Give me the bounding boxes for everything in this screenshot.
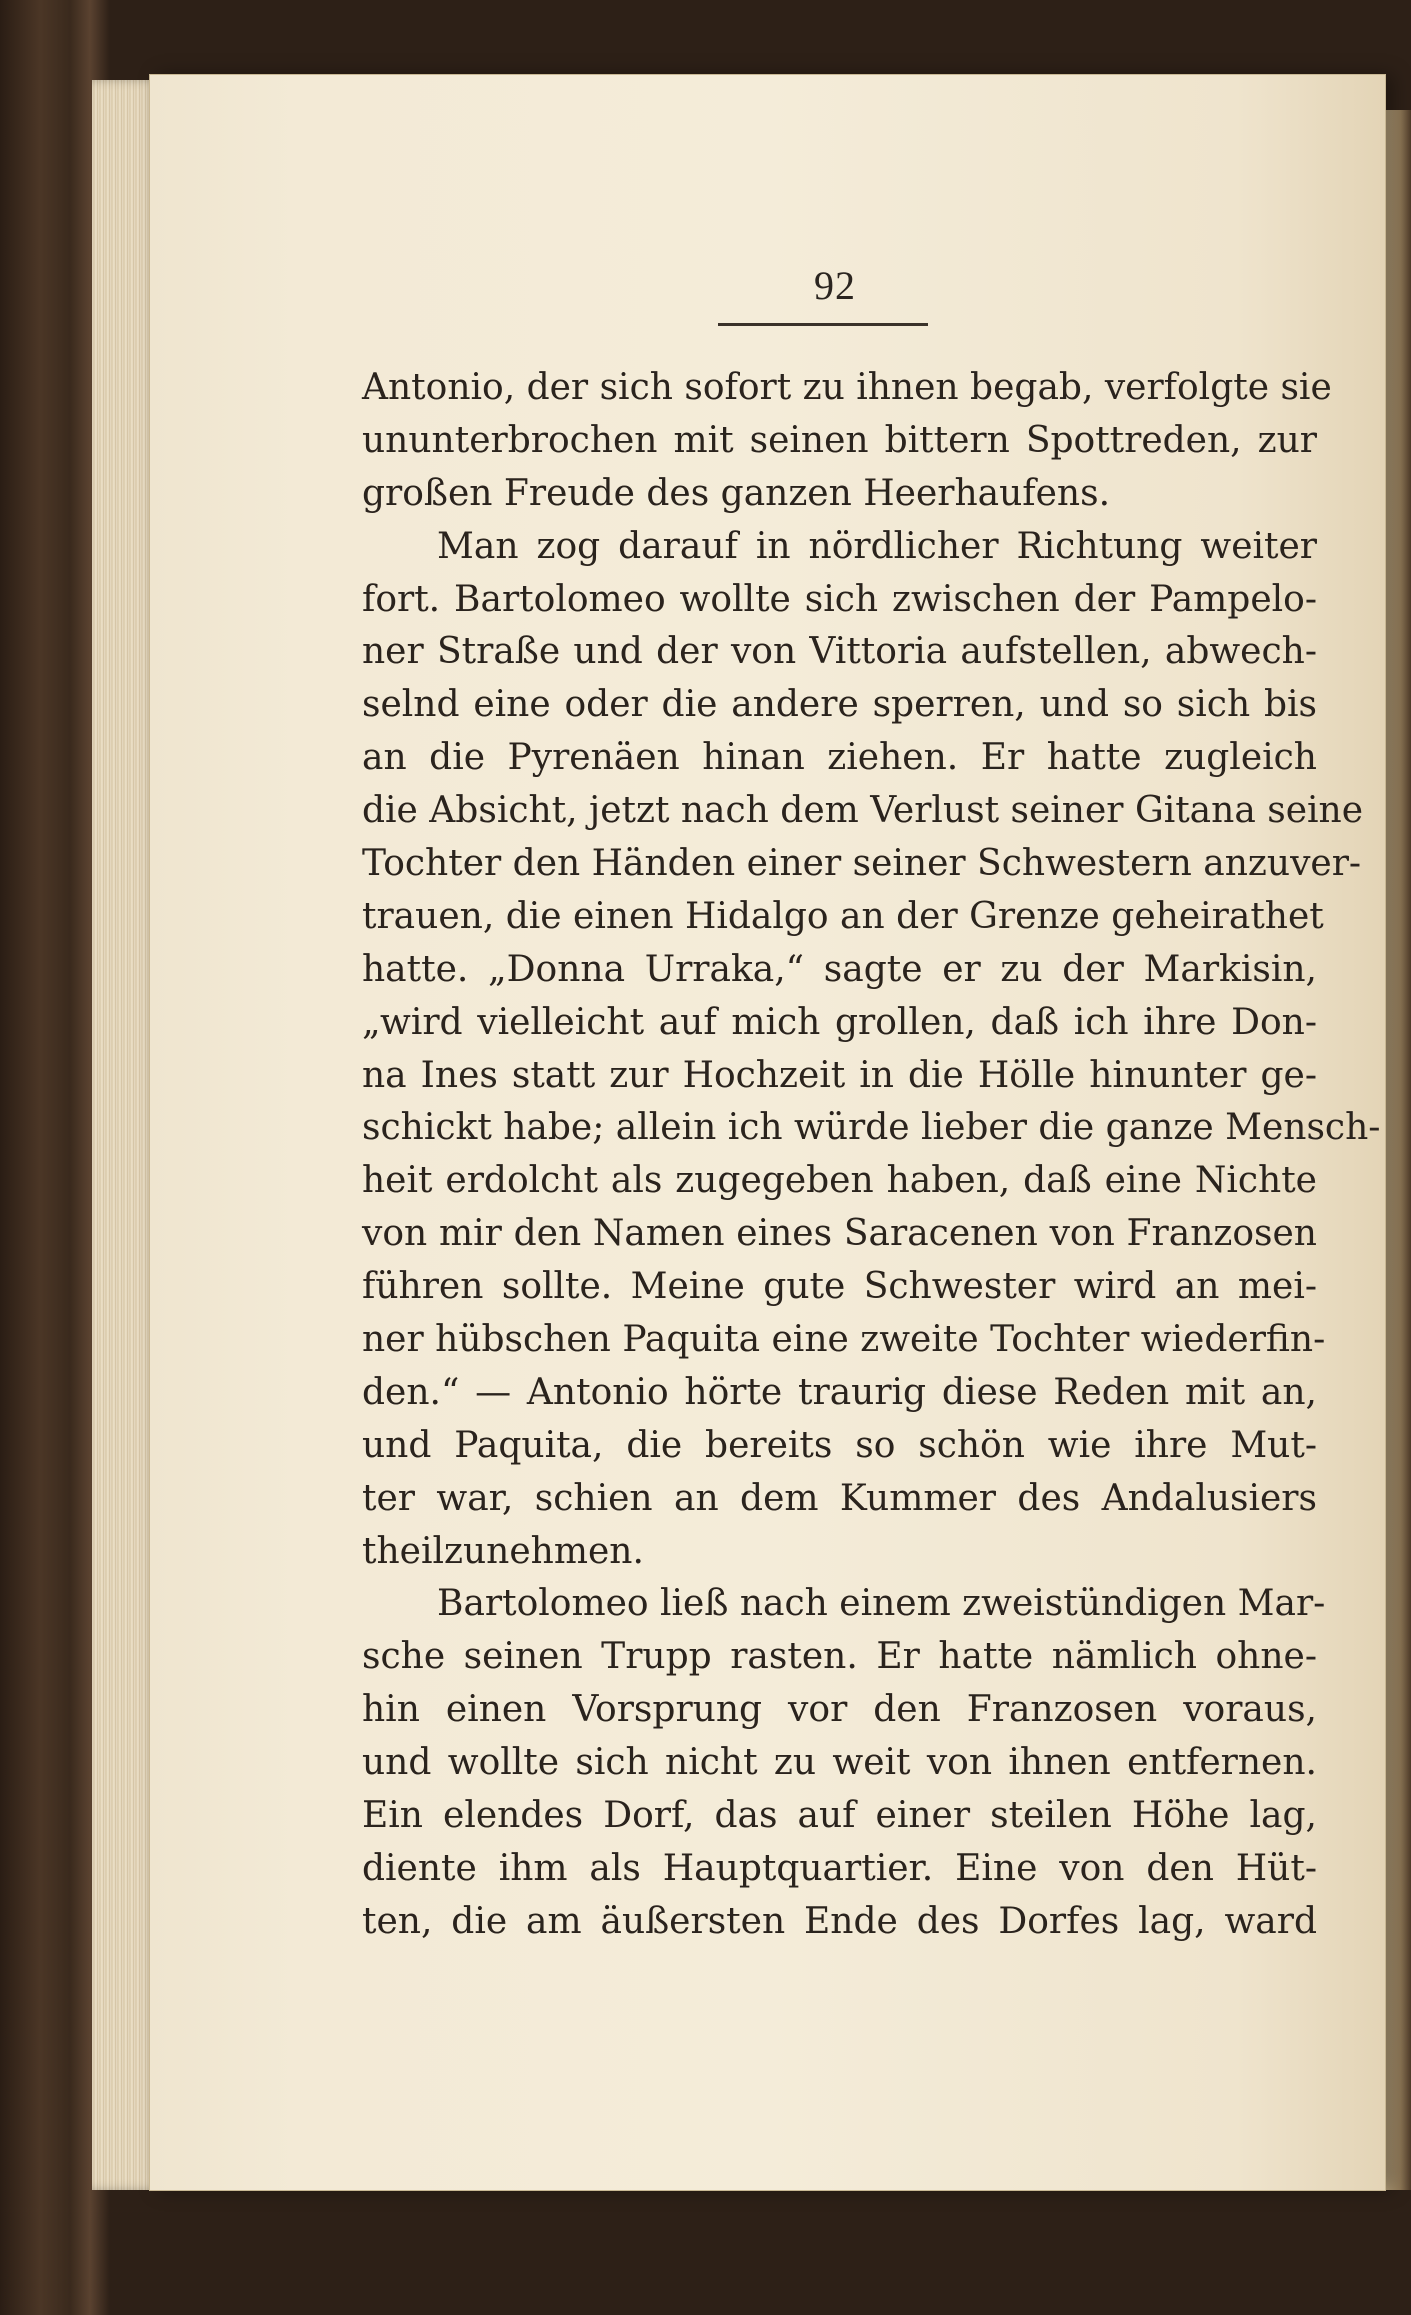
text-line: großen Freude des ganzen Heerhaufens. bbox=[362, 472, 1111, 514]
text-line: ten, die am äußersten Ende des Dorfes lag, ward bbox=[362, 1900, 1317, 1942]
text-line: von mir den Namen eines Saracenen von Franzosen bbox=[362, 1213, 1317, 1255]
text-line: ner hübschen Paquita eine zweite Tochter wiederfin- bbox=[362, 1319, 1326, 1361]
text-line: hin einen Vorsprung vor den Franzosen voraus, bbox=[362, 1689, 1317, 1731]
page-text bbox=[362, 362, 1381, 1949]
text-line: an die Pyrenäen hinan ziehen. Er hatte zugleich bbox=[362, 737, 1317, 779]
text-line: den.“ — Antonio hörte traurig diese Reden mit an, bbox=[362, 1371, 1317, 1413]
text-line: na Ines statt zur Hochzeit in die Hölle hinunter ge- bbox=[362, 1054, 1317, 1096]
text-line: heit erdolcht als zugegeben haben, daß eine Nichte bbox=[362, 1160, 1317, 1202]
text-line: sche seinen Trupp rasten. Er hatte nämlich ohne- bbox=[362, 1636, 1317, 1678]
text-line: selnd eine oder die andere sperren, und so sich bis bbox=[362, 684, 1317, 726]
text-line: und wollte sich nicht zu weit von ihnen entfernen. bbox=[362, 1742, 1317, 1784]
text-line: die Absicht, jetzt nach dem Verlust seiner Gitana seine bbox=[362, 790, 1364, 832]
next-page-edge bbox=[1385, 110, 1411, 2190]
text-line: „wird vielleicht auf mich grollen, daß ich ihre Don- bbox=[362, 1001, 1317, 1043]
text-line: fort. Bartolomeo wollte sich zwischen der Pampelo- bbox=[362, 578, 1317, 620]
text-line: Bartolomeo ließ nach einem zweistündigen Mar- bbox=[437, 1583, 1326, 1625]
text-line: Ein elendes Dorf, das auf einer steilen Höhe lag, bbox=[362, 1795, 1317, 1837]
page-number: 92 bbox=[814, 263, 856, 308]
text-line: ununterbrochen mit seinen bittern Spottreden, zur bbox=[362, 419, 1317, 461]
text-line: theilzunehmen. bbox=[362, 1530, 644, 1572]
text-line: und Paquita, die bereits so schön wie ihre Mut- bbox=[362, 1424, 1317, 1466]
text-line: ner Straße und der von Vittoria aufstellen, abwech- bbox=[362, 631, 1317, 673]
header-rule bbox=[718, 323, 928, 326]
text-line: Antonio, der sich sofort zu ihnen begab, verfolgte sie bbox=[362, 367, 1332, 408]
text-line: diente ihm als Hauptquartier. Eine von den Hüt- bbox=[362, 1847, 1317, 1889]
text-line: trauen, die einen Hidalgo an der Grenze geheirathet bbox=[362, 895, 1324, 937]
text-line: schickt habe; allein ich würde lieber die ganze Mensch- bbox=[362, 1107, 1381, 1149]
text-line: Tochter den Händen einer seiner Schwestern anzuver- bbox=[362, 843, 1362, 885]
text-line: hatte. „Donna Urraka,“ sagte er zu der Markisin, bbox=[362, 948, 1317, 990]
text-line: ter war, schien an dem Kummer des Andalusiers bbox=[362, 1477, 1317, 1519]
text-line: Man zog darauf in nördlicher Richtung weiter bbox=[437, 525, 1317, 567]
text-line: führen sollte. Meine gute Schwester wird an mei- bbox=[362, 1266, 1317, 1308]
